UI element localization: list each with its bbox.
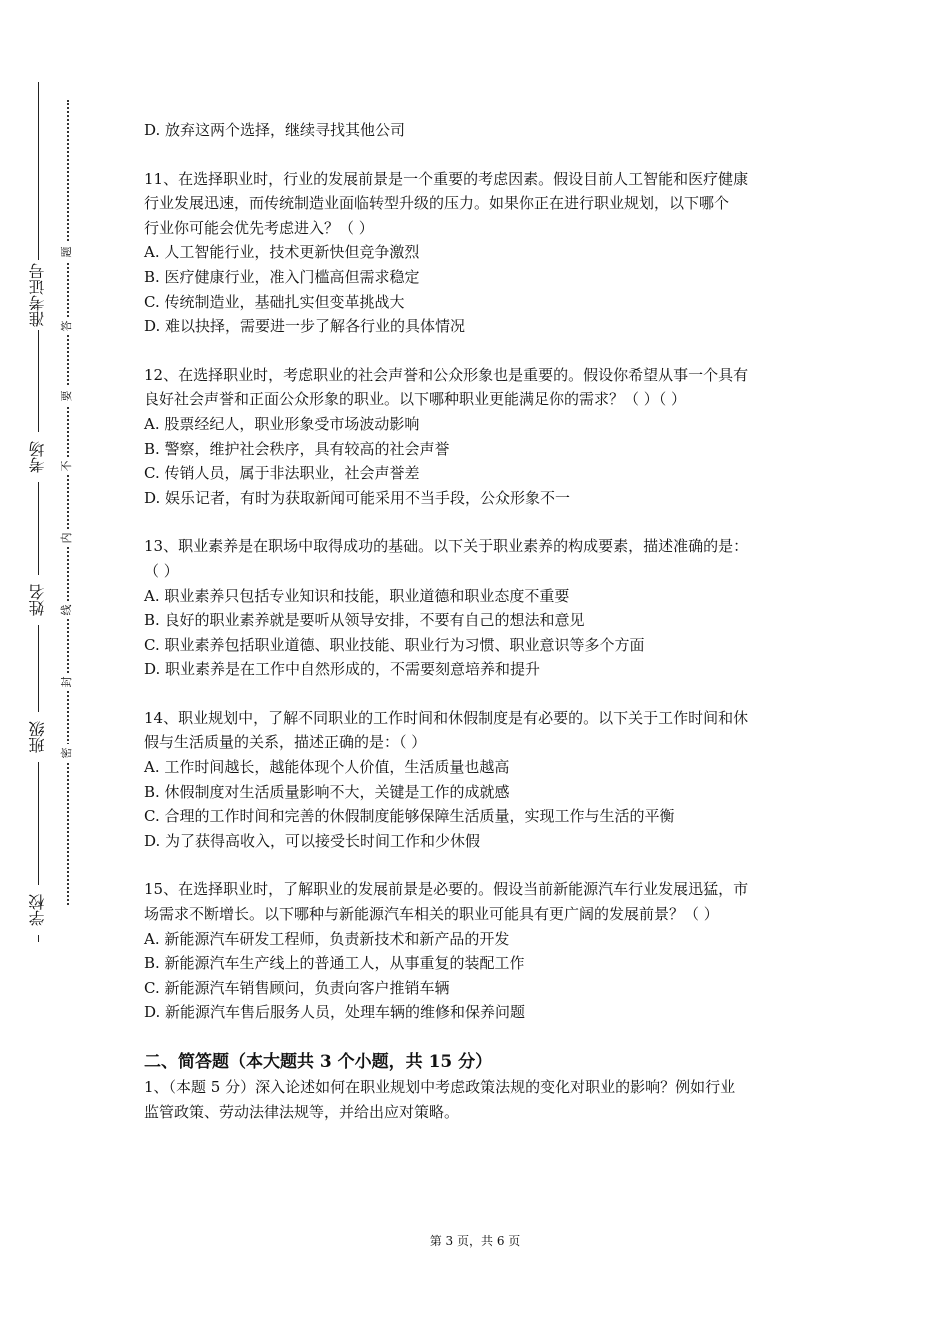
option-b: B. 良好的职业素养就是要听从领导安排，不要有自己的想法和意见: [144, 611, 585, 630]
option-c: C. 新能源汽车销售顾问，负责向客户推销车辆: [144, 978, 450, 997]
exam-content: [144, 118, 810, 1124]
option-a: A. 工作时间越长，越能体现个人价值，生活质量也越高: [144, 758, 510, 777]
question-text: 良好社会声誉和正面公众形象的职业。以下哪种职业更能满足你的需求？（ ）（ ）: [144, 390, 687, 409]
school-label: 学校: [22, 885, 54, 935]
exam-number-label: 准考证号: [22, 260, 54, 330]
carry-over-option: [144, 118, 810, 143]
option-a: A. 股票经纪人，职业形象受市场波动影响: [144, 414, 420, 433]
question-13: [144, 534, 810, 682]
seal-char-mi: 密: [59, 744, 75, 762]
option-d: D. 为了获得高收入，可以接受长时间工作和少休假: [144, 831, 481, 850]
seal-char-yao: 要: [59, 387, 75, 405]
question-text: 12、在选择职业时，考虑职业的社会声誉和公众形象也是重要的。假设你希望从事一个具有: [144, 365, 749, 384]
option-d: D. 新能源汽车售后服务人员，处理车辆的维修和保养问题: [144, 1003, 526, 1022]
option-b: B. 警察，维护社会秩序，具有较高的社会声誉: [144, 439, 450, 458]
question-text: 行业发展迅速，而传统制造业面临转型升级的压力。如果你正在进行职业规划，以下哪个: [144, 194, 730, 213]
question-text: 11、在选择职业时，行业的发展前景是一个重要的考虑因素。假设目前人工智能和医疗健康: [144, 169, 749, 188]
option-d: D. 娱乐记者，有时为获取新闻可能采用不当手段，公众形象不一: [144, 488, 571, 507]
question-text: 假与生活质量的关系，描述正确的是：（ ）: [144, 733, 427, 752]
question-text: 15、在选择职业时，了解职业的发展前景是必要的。假设当前新能源汽车行业发展迅猛，市: [144, 880, 749, 899]
seal-char-ti: 题: [59, 243, 75, 261]
page-footer: 第 3 页，共 6 页: [429, 1234, 521, 1248]
question-text: 14、职业规划中，了解不同职业的工作时间和休假制度是有必要的。以下关于工作时间和休: [144, 708, 749, 727]
question-14: [144, 706, 810, 854]
option-a: A. 人工智能行业，技术更新快但竞争激烈: [144, 243, 420, 262]
exam-room-label: 考场: [22, 432, 54, 482]
question-text: 场需求不断增长。以下哪种与新能源汽车相关的职业可能具有更广阔的发展前景？（ ）: [144, 905, 719, 924]
option-b: B. 休假制度对生活质量影响不大，关键是工作的成就感: [144, 782, 510, 801]
option-a: A. 新能源汽车研发工程师，负责新技术和新产品的开发: [144, 929, 510, 948]
seal-char-bu: 不: [59, 457, 75, 475]
seal-char-feng: 封: [59, 673, 75, 691]
seal-char-nei: 内: [59, 529, 75, 547]
option-c: C. 合理的工作时间和完善的休假制度能够保障生活质量，实现工作与生活的平衡: [144, 807, 675, 826]
seal-char-da: 答: [59, 317, 75, 335]
class-label: 班级: [22, 712, 54, 762]
option-c: C. 传销人员，属于非法职业，社会声誉差: [144, 464, 420, 483]
student-name-label: 姓名: [22, 575, 54, 625]
option-a: A. 职业素养只包括专业知识和技能，职业道德和职业态度不重要: [144, 586, 570, 605]
option-c: C. 职业素养包括职业道德、职业技能、职业行为习惯、职业意识等多个方面: [144, 635, 645, 654]
option-d: D. 放弃这两个选择，继续寻找其他公司: [144, 121, 406, 139]
option-b: B. 新能源汽车生产线上的普通工人，从事重复的装配工作: [144, 954, 525, 973]
option-d: D. 职业素养是在工作中自然形成的，不需要刻意培养和提升: [144, 660, 541, 679]
option-b: B. 医疗健康行业，准入门槛高但需求稳定: [144, 267, 420, 286]
question-15: [144, 877, 810, 1025]
question-text: 行业你可能会优先考虑进入？（ ）: [144, 218, 374, 237]
seal-char-xian: 线: [59, 601, 75, 619]
option-d: D. 难以抉择，需要进一步了解各行业的具体情况: [144, 317, 466, 336]
question-11: [144, 167, 810, 339]
short-answer-question-text: 监管政策、劳动法律法规等，并给出应对策略。: [144, 1102, 460, 1121]
short-answer-section: [144, 1049, 810, 1124]
binding-solid-line: [38, 82, 39, 942]
option-c: C. 传统制造业，基础扎实但变革挑战大: [144, 292, 405, 311]
question-12: [144, 363, 810, 511]
question-text: （ ）: [144, 561, 179, 580]
seal-dotted-line: [67, 100, 69, 905]
short-answer-question-text: 1、（本题 5 分）深入论述如何在职业规划中考虑政策法规的变化对职业的影响？例如行业: [144, 1078, 736, 1096]
question-text: 13、职业素养是在职场中取得成功的基础。以下关于职业素养的构成要素，描述准确的是：: [144, 537, 749, 556]
section-title: 二、简答题（本大题共 3 个小题，共 15 分）: [144, 1052, 493, 1072]
